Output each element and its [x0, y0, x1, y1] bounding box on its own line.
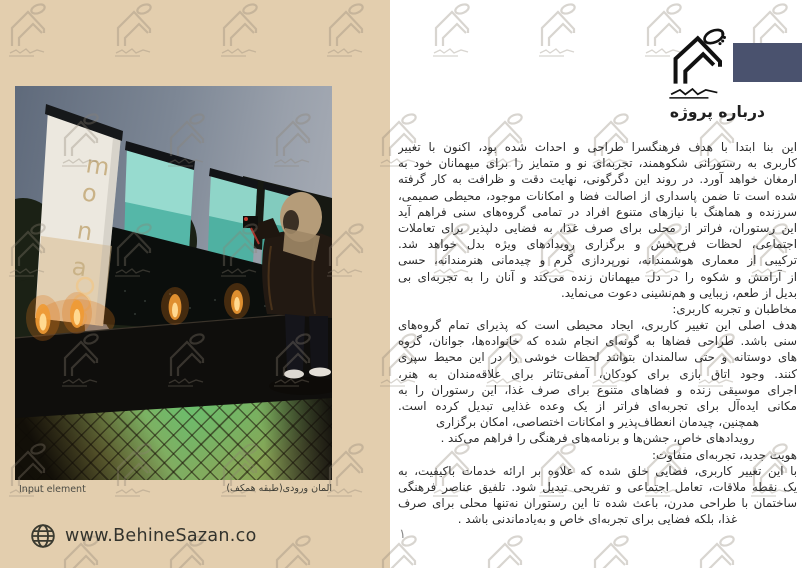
photo-caption-persian: المان ورودی(طبقه همکف) [226, 483, 332, 494]
text-line: سنی باشد. طراحی فضاها به گونه‌ای انجام شده که خانواده‌ها، جوانان، گروه [398, 334, 797, 349]
text-line: این بنا ابتدا با هدف فرهنگسرا طراحی و احداث شده بود، اکنون با تغییر [398, 140, 797, 154]
text-line: از آرامش و شکوه را در دل میهمانان زنده می‌کند و آنان را به تجربه‌ای بی [398, 269, 797, 284]
text-line: یک نقطه ملاقات، تعامل اجتماعی و تفریحی تبدیل شود. تلفیق عناصر فرهنگی [398, 479, 797, 494]
text-line: کنند. وجود اتاق بازی برای کودکان، آمفی‌تئاتر برای علاقه‌مندان به هنر، [398, 366, 797, 381]
text-line: غذا، بلکه فضایی برای تجربه‌ای خاص و به‌یادماندنی باشد . [457, 512, 738, 527]
text-line: کاربری به رستورانی شکوهمند، تجربه‌ای نو و متمایز را برای میهمانان خود به [398, 156, 797, 171]
sign-letter-a: a [70, 252, 89, 283]
text-line: سرزنده و هماهنگ با نیازهای متنوع افراد در تمامی گروه‌های سنی فراهم آید [398, 204, 797, 219]
text-line: شده است تا ضمن پاسداری از اصالت فضا و امکانات موجود، محیطی صمیمی، [398, 188, 797, 203]
sign-letter-n: n [75, 216, 95, 247]
text-line: هدف اصلی این تغییر کاربری، ایجاد محیطی است که پذیرای تمام گروه‌های [398, 318, 797, 333]
white-sneaker [309, 368, 331, 377]
text-line: همچنین، چیدمان انعطاف‌پذیر و امکانات اختصاصی، امکان برگزاری [436, 415, 759, 430]
accent-navy-rectangle [733, 43, 802, 82]
text-line: مخاطبان و تجربه کاربری: [672, 301, 797, 316]
text-line: هویت جدید، تجربه‌ای متفاوت: [652, 447, 797, 462]
text-line: های دوستانه و حتی سالمندان بتوانند لحظات خوشی را در این محیط سپری [398, 350, 797, 365]
text-line: رویدادهای خاص، جشن‌ها و برنامه‌های فرهنگی را فراهم می‌کند . [440, 431, 755, 446]
ring-gear-icon [702, 27, 725, 46]
text-line: اجرای موسیقی زنده و فضاهای متنوع برای صرف غذا، این رستوران را به [398, 382, 797, 397]
behine-sazan-house-logo [664, 26, 728, 104]
text-line: این رستوران، فراتر از محلی برای صرف غذا، به فضایی دلپذیر برای تعاملات [398, 220, 797, 235]
text-line: اجتماعی، لحظات فرح‌بخش و برگزاری رویدادهای ویژه بدل خواهد شد. [398, 237, 797, 252]
text-line: ساختمان با طراحی مدرن، باعث شده تا این رستوران نه‌تنها محلی برای صرف [398, 496, 797, 511]
photo-caption-english: Input element [19, 484, 86, 495]
text-line: مکانی ایده‌آل برای تجربه‌ای فراتر از یک وعده غذایی تبدیل کرده است. [398, 399, 797, 413]
calligraphy-signature [669, 89, 717, 98]
sign-letter-m: m [84, 150, 112, 182]
text-line: ترکیبی از معماری هوشمندانه، نورپردازی گرم و چیدمانی هنرمندانه، حسی [398, 253, 797, 268]
text-line: بدیل از طعم، زیبایی و هم‌نشینی دعوت می‌نماید. [560, 285, 797, 300]
photo-scene [15, 86, 332, 480]
white-sneaker [284, 370, 304, 379]
sign-letter-o: o [80, 178, 99, 209]
text-line: ارمغان خواهد آورد. در روند این دگرگونی، نهایت دقت و ظرافت به کار گرفته [398, 172, 797, 187]
page-number: ۱ [399, 527, 406, 542]
text-line: با این تغییر کاربری، فضایی خلق شده که علاوه بر ارائه خدمات باکیفیت، به [398, 463, 797, 478]
house-logo-icon [664, 26, 728, 104]
article-body [398, 139, 797, 528]
entrance-photo [15, 86, 332, 480]
page-title: درباره پروژه [669, 103, 765, 121]
globe-icon [30, 523, 56, 549]
footer [30, 521, 257, 551]
website-link[interactable]: www.BehineSazan.co [65, 526, 257, 546]
